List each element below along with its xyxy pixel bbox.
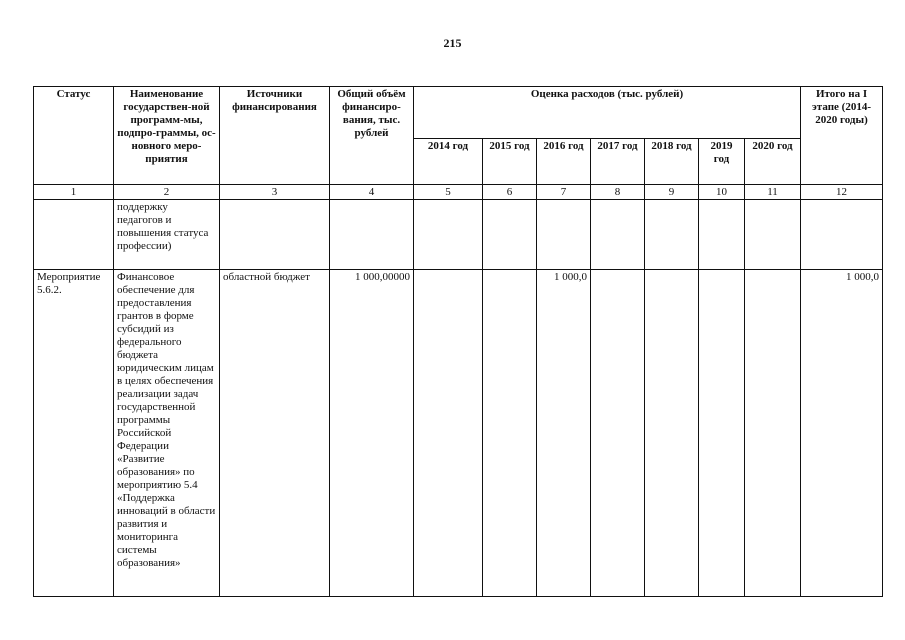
header-estimate: Оценка расходов (тыс. рублей) bbox=[414, 87, 801, 139]
column-number: 11 bbox=[745, 185, 801, 200]
cell-2019 bbox=[699, 200, 745, 270]
cell-stage-total: 1 000,0 bbox=[801, 270, 883, 597]
column-number: 7 bbox=[537, 185, 591, 200]
cell-2017 bbox=[591, 200, 645, 270]
column-number: 12 bbox=[801, 185, 883, 200]
cell-2015 bbox=[483, 200, 537, 270]
header-year-2016: 2016 год bbox=[537, 139, 591, 185]
header-status: Статус bbox=[34, 87, 114, 185]
header-total: Общий объём финансиро-вания, тыс. рублей bbox=[330, 87, 414, 185]
budget-table bbox=[33, 86, 883, 597]
cell-total bbox=[330, 200, 414, 270]
header-year-2014: 2014 год bbox=[414, 139, 483, 185]
cell-2016 bbox=[537, 200, 591, 270]
header-year-2017: 2017 год bbox=[591, 139, 645, 185]
cell-name: поддержку педагогов и повышения статуса профессии) bbox=[114, 200, 220, 270]
column-number: 6 bbox=[483, 185, 537, 200]
cell-2016: 1 000,0 bbox=[537, 270, 591, 597]
header-year-2020: 2020 год bbox=[745, 139, 801, 185]
column-number: 9 bbox=[645, 185, 699, 200]
header-year-2015: 2015 год bbox=[483, 139, 537, 185]
cell-2020 bbox=[745, 200, 801, 270]
header-name: Наименование государствен-ной программ-мы, подпро-граммы, ос-новного меро-приятия bbox=[114, 87, 220, 185]
cell-2018 bbox=[645, 200, 699, 270]
column-number: 4 bbox=[330, 185, 414, 200]
header-stage-total: Итого на I этапе (2014-2020 годы) bbox=[801, 87, 883, 185]
table-row bbox=[34, 200, 883, 270]
cell-2015 bbox=[483, 270, 537, 597]
header-year-2018: 2018 год bbox=[645, 139, 699, 185]
header-year-2019: 2019 год bbox=[699, 139, 745, 185]
column-number: 2 bbox=[114, 185, 220, 200]
cell-total: 1 000,00000 bbox=[330, 270, 414, 597]
cell-2014 bbox=[414, 270, 483, 597]
cell-source bbox=[220, 200, 330, 270]
column-number: 3 bbox=[220, 185, 330, 200]
cell-name: Финансовое обеспечение для предоставления грантов в форме субсидий из федерального бюджета юридическим лицам в целях обеспечения реализации задач государственной программы Российской Федерации «Развитие образования» по мероприятию 5.4 «Поддержка инноваций в области развития и мониторинга системы образования» bbox=[114, 270, 220, 597]
cell-stage-total bbox=[801, 200, 883, 270]
cell-status: Мероприятие 5.6.2. bbox=[34, 270, 114, 597]
cell-2018 bbox=[645, 270, 699, 597]
cell-status bbox=[34, 200, 114, 270]
column-number: 5 bbox=[414, 185, 483, 200]
column-number: 8 bbox=[591, 185, 645, 200]
page-number: 215 bbox=[443, 36, 462, 50]
cell-2020 bbox=[745, 270, 801, 597]
cell-2014 bbox=[414, 200, 483, 270]
column-number: 1 bbox=[34, 185, 114, 200]
cell-2017 bbox=[591, 270, 645, 597]
table-row bbox=[34, 270, 883, 597]
column-number: 10 bbox=[699, 185, 745, 200]
cell-2019 bbox=[699, 270, 745, 597]
cell-source: областной бюджет bbox=[220, 270, 330, 597]
header-sources: Источники финансирования bbox=[220, 87, 330, 185]
